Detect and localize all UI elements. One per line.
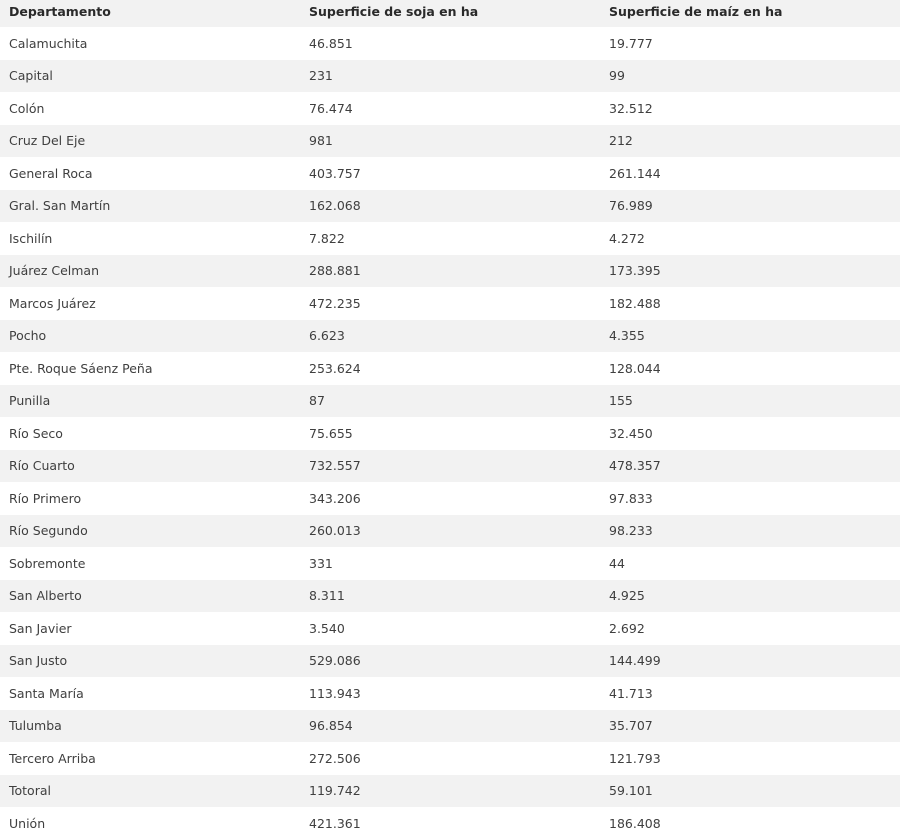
cell-soja: 119.742 bbox=[309, 783, 361, 799]
cell-soja: 981 bbox=[309, 133, 333, 149]
header-row bbox=[0, 0, 900, 27]
cell-soja: 162.068 bbox=[309, 198, 361, 214]
cell-soja: 113.943 bbox=[309, 685, 361, 701]
cell-maiz: 59.101 bbox=[609, 783, 653, 799]
cell-departamento: Pocho bbox=[9, 328, 47, 344]
cell-departamento: Punilla bbox=[9, 393, 51, 409]
table-row bbox=[0, 450, 900, 483]
table-row bbox=[0, 807, 900, 840]
table-row bbox=[0, 320, 900, 353]
table-row bbox=[0, 92, 900, 125]
cell-soja: 343.206 bbox=[309, 490, 361, 506]
cell-soja: 46.851 bbox=[309, 35, 353, 51]
cell-departamento: Río Cuarto bbox=[9, 458, 75, 474]
cell-soja: 3.540 bbox=[309, 620, 345, 636]
table-row bbox=[0, 515, 900, 548]
cell-soja: 260.013 bbox=[309, 523, 361, 539]
table-row bbox=[0, 287, 900, 320]
cell-departamento: Ischilín bbox=[9, 230, 53, 246]
table-row bbox=[0, 742, 900, 775]
cell-soja: 75.655 bbox=[309, 425, 353, 441]
cell-maiz: 44 bbox=[609, 555, 625, 571]
cell-soja: 331 bbox=[309, 555, 333, 571]
cell-maiz: 155 bbox=[609, 393, 633, 409]
cell-maiz: 98.233 bbox=[609, 523, 653, 539]
cell-soja: 7.822 bbox=[309, 230, 345, 246]
table-row bbox=[0, 547, 900, 580]
table-row bbox=[0, 222, 900, 255]
cell-soja: 87 bbox=[309, 393, 325, 409]
cell-departamento: Totoral bbox=[9, 783, 51, 799]
cell-departamento: Marcos Juárez bbox=[9, 295, 96, 311]
cell-departamento: Río Segundo bbox=[9, 523, 88, 539]
table-row bbox=[0, 417, 900, 450]
cell-maiz: 99 bbox=[609, 68, 625, 84]
cell-maiz: 32.450 bbox=[609, 425, 653, 441]
cell-soja: 288.881 bbox=[309, 263, 361, 279]
table-row bbox=[0, 710, 900, 743]
cell-maiz: 41.713 bbox=[609, 685, 653, 701]
cell-maiz: 261.144 bbox=[609, 165, 661, 181]
cell-soja: 231 bbox=[309, 68, 333, 84]
table-row bbox=[0, 157, 900, 190]
cell-maiz: 173.395 bbox=[609, 263, 661, 279]
cell-maiz: 4.925 bbox=[609, 588, 645, 604]
table-row bbox=[0, 60, 900, 93]
cell-departamento: Río Primero bbox=[9, 490, 82, 506]
cell-soja: 272.506 bbox=[309, 750, 361, 766]
cell-soja: 472.235 bbox=[309, 295, 361, 311]
cell-departamento: Tercero Arriba bbox=[9, 750, 96, 766]
cell-departamento: Capital bbox=[9, 68, 53, 84]
cell-soja: 253.624 bbox=[309, 360, 361, 376]
cell-departamento: San Justo bbox=[9, 653, 68, 669]
table-row bbox=[0, 190, 900, 223]
table-row bbox=[0, 482, 900, 515]
table-row bbox=[0, 27, 900, 60]
header-departamento: Departamento bbox=[9, 4, 111, 19]
cell-soja: 421.361 bbox=[309, 815, 361, 831]
cell-maiz: 4.355 bbox=[609, 328, 645, 344]
cell-soja: 76.474 bbox=[309, 100, 353, 116]
table-row bbox=[0, 385, 900, 418]
header-soja: Superficie de soja en ha bbox=[309, 4, 479, 19]
cell-maiz: 4.272 bbox=[609, 230, 645, 246]
cell-maiz: 121.793 bbox=[609, 750, 661, 766]
table-row bbox=[0, 125, 900, 158]
cell-maiz: 19.777 bbox=[609, 35, 653, 51]
cell-soja: 96.854 bbox=[309, 718, 353, 734]
cell-soja: 8.311 bbox=[309, 588, 345, 604]
cell-departamento: Juárez Celman bbox=[9, 263, 100, 279]
cell-maiz: 478.357 bbox=[609, 458, 661, 474]
cell-departamento: Colón bbox=[9, 100, 45, 116]
cell-departamento: San Alberto bbox=[9, 588, 82, 604]
header-maiz: Superficie de maíz en ha bbox=[609, 4, 783, 19]
cell-soja: 6.623 bbox=[309, 328, 345, 344]
cell-departamento: Río Seco bbox=[9, 425, 63, 441]
cell-maiz: 128.044 bbox=[609, 360, 661, 376]
cell-maiz: 212 bbox=[609, 133, 633, 149]
table-row bbox=[0, 645, 900, 678]
cell-departamento: Cruz Del Eje bbox=[9, 133, 86, 149]
table-row bbox=[0, 775, 900, 808]
cell-departamento: San Javier bbox=[9, 620, 72, 636]
cell-departamento: General Roca bbox=[9, 165, 93, 181]
cell-maiz: 76.989 bbox=[609, 198, 653, 214]
table-row bbox=[0, 580, 900, 613]
table-row bbox=[0, 255, 900, 288]
cell-maiz: 32.512 bbox=[609, 100, 653, 116]
cell-soja: 403.757 bbox=[309, 165, 361, 181]
cell-maiz: 144.499 bbox=[609, 653, 661, 669]
cell-maiz: 35.707 bbox=[609, 718, 653, 734]
cell-departamento: Santa María bbox=[9, 685, 84, 701]
cell-maiz: 186.408 bbox=[609, 815, 661, 831]
cell-soja: 732.557 bbox=[309, 458, 361, 474]
cell-departamento: Tulumba bbox=[9, 718, 62, 734]
table-body bbox=[0, 27, 900, 840]
cell-departamento: Sobremonte bbox=[9, 555, 86, 571]
cell-maiz: 2.692 bbox=[609, 620, 645, 636]
cell-maiz: 182.488 bbox=[609, 295, 661, 311]
cell-departamento: Unión bbox=[9, 815, 46, 831]
table-row bbox=[0, 677, 900, 710]
cell-maiz: 97.833 bbox=[609, 490, 653, 506]
table-header bbox=[0, 0, 900, 27]
cell-soja: 529.086 bbox=[309, 653, 361, 669]
cell-departamento: Gral. San Martín bbox=[9, 198, 111, 214]
cell-departamento: Calamuchita bbox=[9, 35, 88, 51]
table-row bbox=[0, 352, 900, 385]
table-row bbox=[0, 612, 900, 645]
cell-departamento: Pte. Roque Sáenz Peña bbox=[9, 360, 153, 376]
